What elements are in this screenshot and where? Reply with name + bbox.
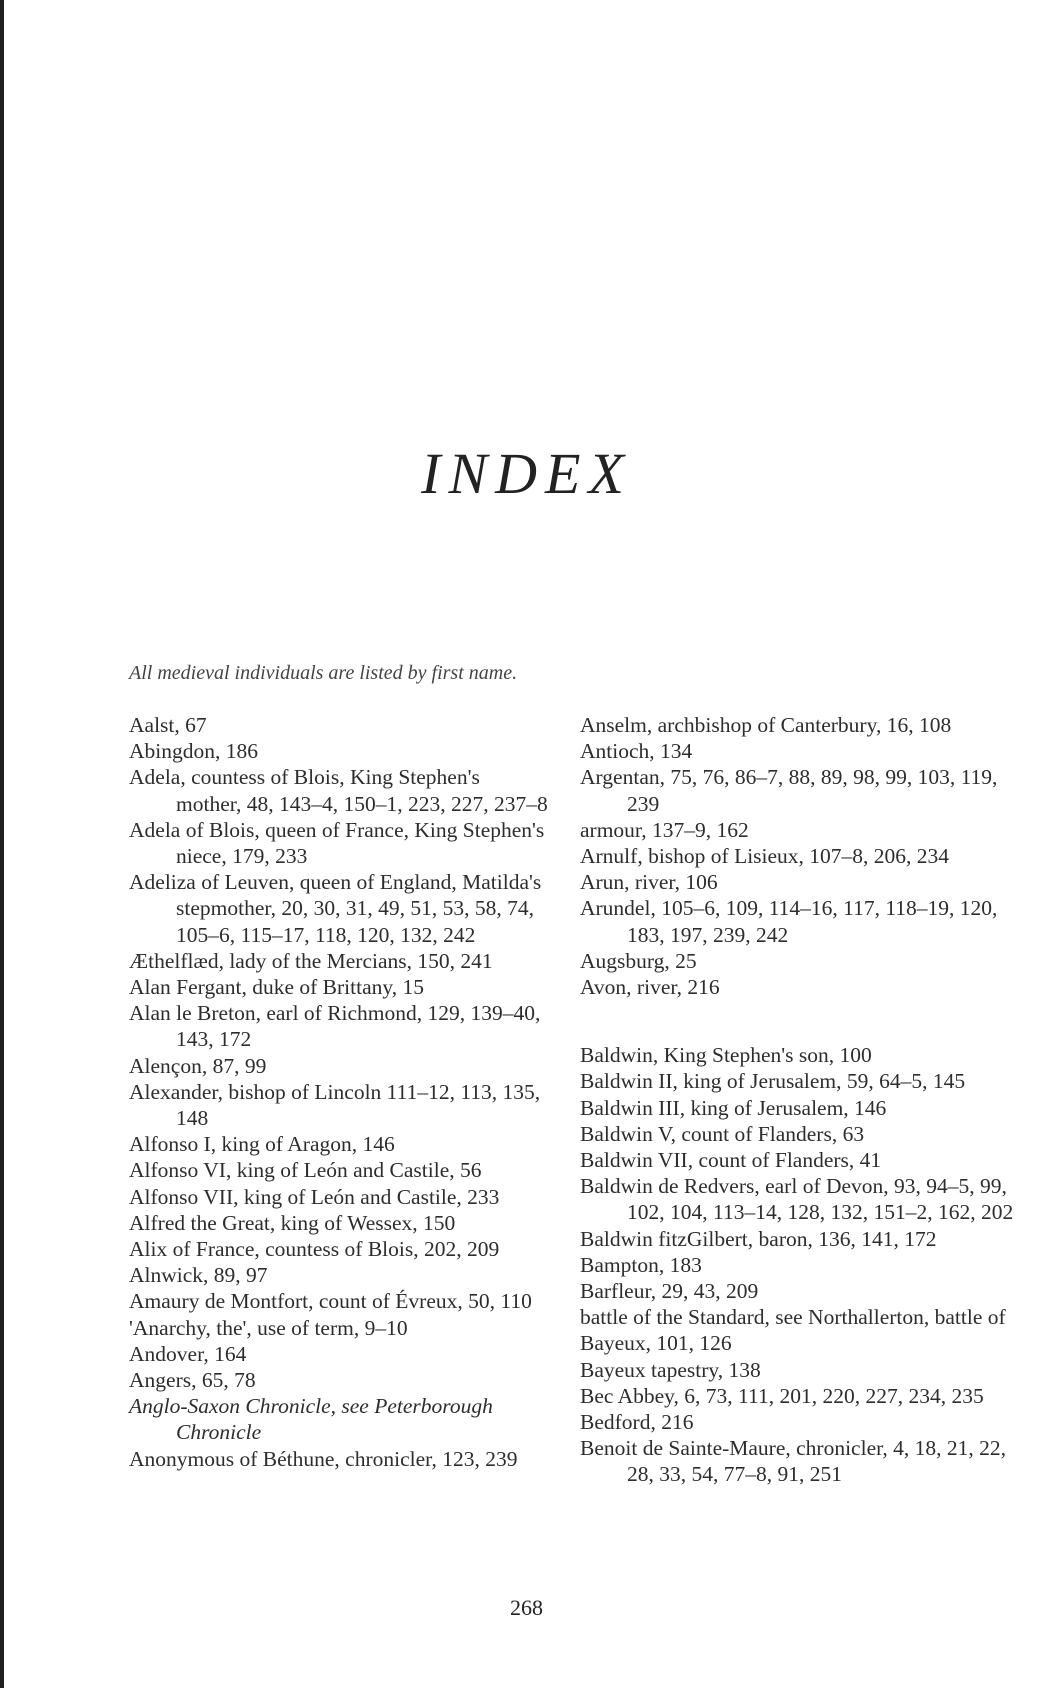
index-entry: Alexander, bishop of Lincoln 111–12, 113, 135, 148 xyxy=(129,1079,541,1131)
index-entry: Alan Fergant, duke of Brittany, 15 xyxy=(129,975,424,1000)
index-entry: Argentan, 75, 76, 86–7, 88, 89, 98, 99, 103, 119, 239 xyxy=(580,765,998,816)
index-entry: Alan le Breton, earl of Richmond, 129, 139–40, 143, 172 xyxy=(129,1001,541,1052)
index-entry: Aalst, 67 xyxy=(129,713,207,737)
index-entry: Avon, river, 216 xyxy=(580,975,720,1000)
index-entry: Barfleur, 29, 43, 209 xyxy=(580,1279,759,1304)
index-entry: Arundel, 105–6, 109, 114–16, 117, 118–19, 120, 183, 197, 239, 242 xyxy=(580,896,998,947)
index-entry: Augsburg, 25 xyxy=(580,948,697,973)
index-column-left xyxy=(129,712,549,1472)
page-gutter-edge xyxy=(0,0,4,1688)
index-entry: Bayeux tapestry, 138 xyxy=(580,1357,761,1382)
index-entry: Abingdon, 186 xyxy=(129,739,258,764)
index-note: All medieval individuals are listed by first name. xyxy=(129,662,518,684)
index-entry: battle of the Standard, see Northallerton, battle of xyxy=(580,1305,1006,1330)
index-group-b xyxy=(580,1042,1020,1487)
index-entry: armour, 137–9, 162 xyxy=(580,817,749,842)
index-entry: Andover, 164 xyxy=(129,1341,247,1366)
index-entry: Anonymous of Béthune, chronicler, 123, 239 xyxy=(129,1446,518,1471)
index-entry: Alençon, 87, 99 xyxy=(129,1053,267,1078)
index-entry: Antioch, 134 xyxy=(580,739,693,764)
index-entry: Amaury de Montfort, count of Évreux, 50, 110 xyxy=(129,1289,532,1314)
index-entry: Æthelflæd, lady of the Mercians, 150, 241 xyxy=(129,948,493,973)
index-entry: Anglo-Saxon Chronicle, see Peterborough Chronicle xyxy=(129,1394,493,1445)
index-entry: Bec Abbey, 6, 73, 111, 201, 220, 227, 234, 235 xyxy=(580,1383,984,1408)
index-entry: Alfonso I, king of Aragon, 146 xyxy=(129,1132,395,1157)
index-entry: Adeliza of Leuven, queen of England, Matilda's stepmother, 20, 30, 31, 49, 51, 53, 58, 74, 105–6, 115–17, 118, 120, 132, 242 xyxy=(129,870,542,947)
index-entry: Alfred the Great, king of Wessex, 150 xyxy=(129,1210,456,1235)
index-entry: Arun, river, 106 xyxy=(580,870,718,895)
index-entry: Baldwin de Redvers, earl of Devon, 93, 94–5, 99, 102, 104, 113–14, 128, 132, 151–2, 162, 202 xyxy=(580,1174,1014,1225)
index-entry: Baldwin V, count of Flanders, 63 xyxy=(580,1121,865,1146)
index-entry: Benoit de Sainte-Maure, chronicler, 4, 18, 21, 22, 28, 33, 54, 77–8, 91, 251 xyxy=(580,1436,1007,1487)
index-entry: Bampton, 183 xyxy=(580,1252,702,1277)
index-entry: Anselm, archbishop of Canterbury, 16, 108 xyxy=(580,713,952,737)
index-entry: Angers, 65, 78 xyxy=(129,1368,256,1393)
index-entry: Alfonso VII, king of León and Castile, 233 xyxy=(129,1184,500,1209)
page-number: 268 xyxy=(510,1595,543,1620)
index-entry: Baldwin, King Stephen's son, 100 xyxy=(580,1043,872,1068)
index-entry: Bayeux, 101, 126 xyxy=(580,1331,732,1356)
index-entry: Bedford, 216 xyxy=(580,1410,694,1435)
index-entry: 'Anarchy, the', use of term, 9–10 xyxy=(129,1315,408,1340)
letter-group-gap xyxy=(580,1000,1020,1042)
index-entry: Baldwin III, king of Jerusalem, 146 xyxy=(580,1095,887,1120)
index-group-a xyxy=(580,712,1020,1000)
index-column-right xyxy=(580,712,1020,1488)
index-entry: Alnwick, 89, 97 xyxy=(129,1263,268,1288)
index-title: INDEX xyxy=(421,441,632,506)
index-entry: Adela of Blois, queen of France, King Stephen's niece, 179, 233 xyxy=(129,817,545,869)
index-entry: Baldwin fitzGilbert, baron, 136, 141, 172 xyxy=(580,1226,937,1251)
index-entry: Baldwin VII, count of Flanders, 41 xyxy=(580,1148,882,1173)
index-entry: Alix of France, countess of Blois, 202, 209 xyxy=(129,1237,500,1262)
index-entry: Alfonso VI, king of León and Castile, 56 xyxy=(129,1158,482,1183)
index-entry: Baldwin II, king of Jerusalem, 59, 64–5, 145 xyxy=(580,1069,966,1094)
index-entry: Arnulf, bishop of Lisieux, 107–8, 206, 234 xyxy=(580,844,950,869)
index-entry: Adela, countess of Blois, King Stephen's mother, 48, 143–4, 150–1, 223, 227, 237–8 xyxy=(129,765,548,816)
